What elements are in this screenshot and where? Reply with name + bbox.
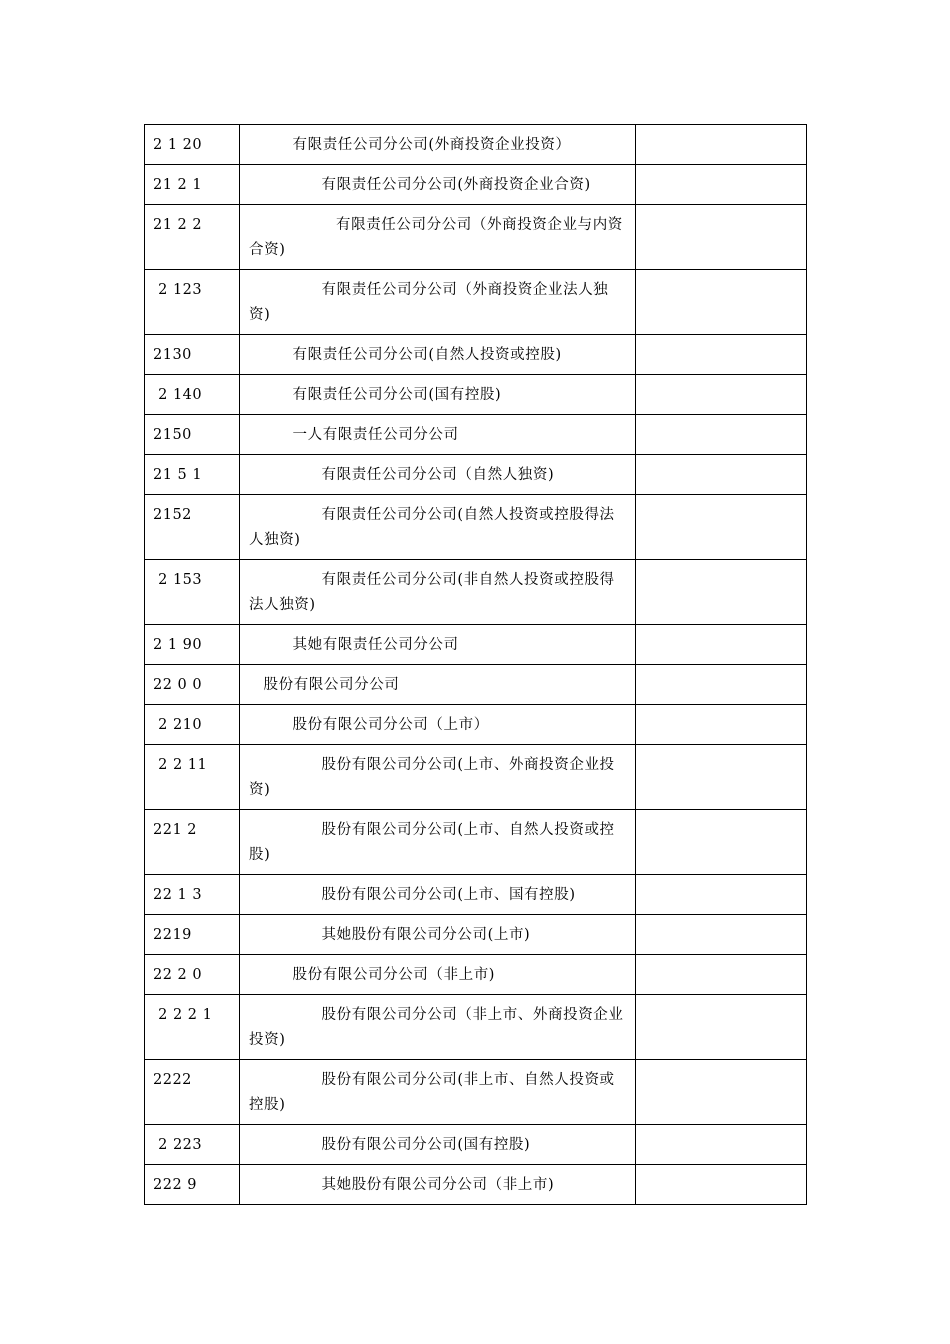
note-cell	[636, 705, 807, 745]
code-cell: 2130	[145, 335, 240, 375]
name-cell: 股份有限公司分公司(上市、自然人投资或控股)	[240, 810, 636, 875]
note-cell	[636, 1125, 807, 1165]
table-row	[145, 125, 807, 165]
table-row	[145, 995, 807, 1060]
name-cell: 有限责任公司分公司(外商投资企业投资）	[240, 125, 636, 165]
name-cell: 股份有限公司分公司(非上市、自然人投资或控股)	[240, 1060, 636, 1125]
name-cell: 有限责任公司分公司(外商投资企业合资)	[240, 165, 636, 205]
name-cell: 股份有限公司分公司（非上市)	[240, 955, 636, 995]
note-cell	[636, 455, 807, 495]
code-cell: 21 5 1	[145, 455, 240, 495]
name-cell: 股份有限公司分公司(上市、外商投资企业投资)	[240, 745, 636, 810]
name-cell: 一人有限责任公司分公司	[240, 415, 636, 455]
name-cell: 其她股份有限公司分公司（非上市)	[240, 1165, 636, 1205]
table-row	[145, 415, 807, 455]
table-row	[145, 375, 807, 415]
note-cell	[636, 810, 807, 875]
table-row	[145, 955, 807, 995]
table-row	[145, 560, 807, 625]
name-cell: 有限责任公司分公司（外商投资企业法人独资)	[240, 270, 636, 335]
table-row	[145, 165, 807, 205]
name-cell: 有限责任公司分公司(国有控股)	[240, 375, 636, 415]
code-cell: 2152	[145, 495, 240, 560]
note-cell	[636, 915, 807, 955]
note-cell	[636, 955, 807, 995]
code-cell: 2150	[145, 415, 240, 455]
note-cell	[636, 665, 807, 705]
note-cell	[636, 495, 807, 560]
name-cell: 有限责任公司分公司（自然人独资)	[240, 455, 636, 495]
code-cell: 2 123	[145, 270, 240, 335]
name-cell: 有限责任公司分公司（外商投资企业与内资合资)	[240, 205, 636, 270]
table-row	[145, 455, 807, 495]
table-row	[145, 875, 807, 915]
note-cell	[636, 335, 807, 375]
note-cell	[636, 125, 807, 165]
name-cell: 有限责任公司分公司(自然人投资或控股)	[240, 335, 636, 375]
table-row	[145, 495, 807, 560]
code-cell: 2 140	[145, 375, 240, 415]
note-cell	[636, 1060, 807, 1125]
code-cell: 21 2 1	[145, 165, 240, 205]
table-row	[145, 270, 807, 335]
code-cell: 221 2	[145, 810, 240, 875]
name-cell: 其她股份有限公司分公司(上市)	[240, 915, 636, 955]
note-cell	[636, 560, 807, 625]
table-row	[145, 625, 807, 665]
name-cell: 有限责任公司分公司(非自然人投资或控股得法人独资)	[240, 560, 636, 625]
name-cell: 股份有限公司分公司（上市）	[240, 705, 636, 745]
code-cell: 2 2 2 1	[145, 995, 240, 1060]
note-cell	[636, 745, 807, 810]
note-cell	[636, 375, 807, 415]
table-row	[145, 1165, 807, 1205]
code-cell: 2 2 11	[145, 745, 240, 810]
code-cell: 2 153	[145, 560, 240, 625]
code-cell: 22 2 0	[145, 955, 240, 995]
table-row	[145, 745, 807, 810]
note-cell	[636, 995, 807, 1060]
table-body	[145, 125, 807, 1205]
note-cell	[636, 270, 807, 335]
code-cell: 222 9	[145, 1165, 240, 1205]
code-cell: 2 1 20	[145, 125, 240, 165]
table-row	[145, 665, 807, 705]
company-type-code-table	[144, 124, 807, 1205]
table-row	[145, 205, 807, 270]
code-cell: 22 1 3	[145, 875, 240, 915]
table-row	[145, 335, 807, 375]
code-cell: 2219	[145, 915, 240, 955]
name-cell: 股份有限公司分公司(国有控股)	[240, 1125, 636, 1165]
name-cell: 其她有限责任公司分公司	[240, 625, 636, 665]
note-cell	[636, 165, 807, 205]
table-row	[145, 705, 807, 745]
code-cell: 21 2 2	[145, 205, 240, 270]
note-cell	[636, 1165, 807, 1205]
name-cell: 股份有限公司分公司	[240, 665, 636, 705]
code-cell: 22 0 0	[145, 665, 240, 705]
note-cell	[636, 625, 807, 665]
code-cell: 2 223	[145, 1125, 240, 1165]
table-row	[145, 1060, 807, 1125]
code-cell: 2 210	[145, 705, 240, 745]
note-cell	[636, 875, 807, 915]
name-cell: 有限责任公司分公司(自然人投资或控股得法人独资)	[240, 495, 636, 560]
note-cell	[636, 415, 807, 455]
name-cell: 股份有限公司分公司(上市、国有控股)	[240, 875, 636, 915]
table-row	[145, 810, 807, 875]
code-cell: 2 1 90	[145, 625, 240, 665]
note-cell	[636, 205, 807, 270]
code-cell: 2222	[145, 1060, 240, 1125]
table-row	[145, 915, 807, 955]
table-row	[145, 1125, 807, 1165]
name-cell: 股份有限公司分公司（非上市、外商投资企业投资)	[240, 995, 636, 1060]
